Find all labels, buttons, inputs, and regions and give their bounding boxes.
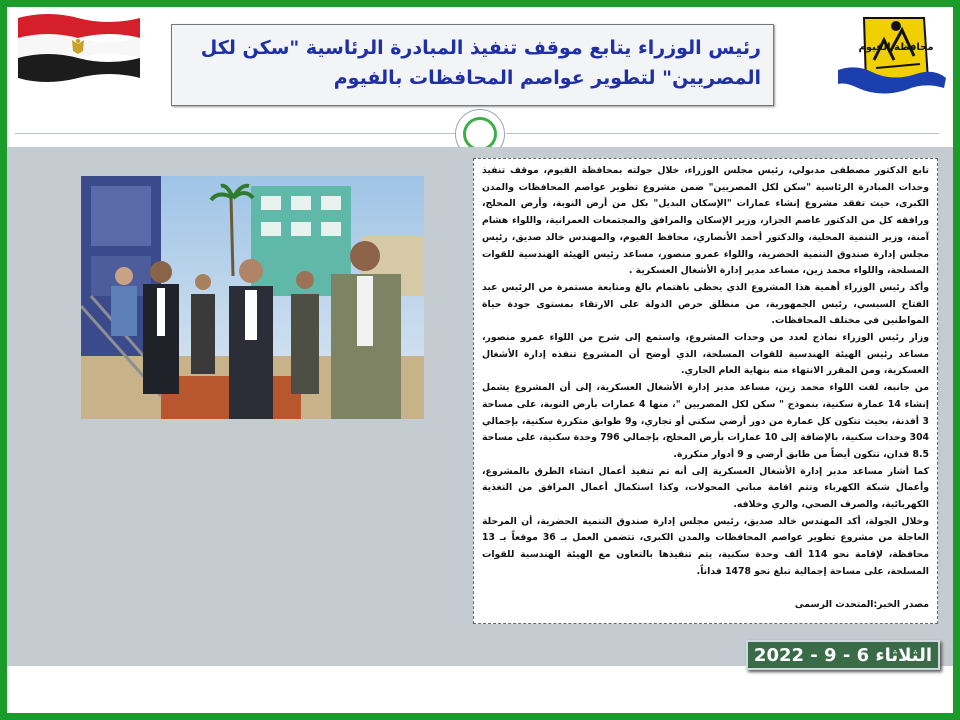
- logo-text: محافظة الفيوم: [858, 42, 934, 53]
- news-source: مصدر الخبر:المتحدث الرسمى: [794, 599, 929, 610]
- divider-line: [15, 133, 456, 134]
- article-paragraph: تابع الدكتور مصطفى مدبولي، رئيس مجلس الوزراء، خلال جولته بمحافظة الفيوم، موقف تنفيذ وحدات المبادرة الرئاسية "سكن لكل المصريين" ضمن مشروع تطوير عواصم المحافظات والمدن الكبرى، حيث تفقد مشروع إنشاء عمارات "الإسكان البديل" بكل من أرض النوبة، وأرض المحلج، ورافقه كل من الدكتور عاصم الجزار، وزير الإسكان والمرافق والمجتمعات العمرانية، واللواء هشام آمنة، وزير التنمية المحلية، والدكتور أحمد الأنصاري، محافظ الفيوم، والمهندس خالد صديق، رئيس مجلس إدارة صندوق التنمية الحضرية، واللواء عمرو منصور، مساعد رئيس الهيئة الهندسية للقوات المسلحة، واللواء محمد زين، مساعد مدير إدارة الأشغال العسكرية .: [482, 165, 929, 277]
- date-badge: [746, 640, 940, 670]
- article-paragraph: من جانبه، لفت اللواء محمد زين، مساعد مدير إدارة الأشغال العسكرية، إلى أن المشروع يشمل إنشاء 14 عمارة سكنية، بنموذج " سكن لكل المصريين "، منها 4 عمارات بأرض النوبة، على مساحة 3 أفدنة، بحيث تتكون كل عمارة من دور أرضي سكني أو تجاري، و9 طوابق متكررة سكنية، بإجمالي 304 وحدات سكنية، بالإضافة إلى 10 عمارات بأرض المحلج، بإجمالي 796 وحدة سكنية، على مساحة 8.5 فدان، تتكون أيضاً من طابق أرضي و 9 أدوار متكررة.: [482, 382, 930, 460]
- article-body: [482, 163, 929, 581]
- article-paragraph: وأكد رئيس الوزراء أهمية هذا المشروع الذي يحظى باهتمام بالغ ومتابعة مستمرة من الرئيس عبد الفتاح السيسي، رئيس الجمهورية، من منطلق حرص الدولة على الارتقاء بمستوى جودة حياة المواطنين في مختلف المحافظات.: [482, 281, 929, 327]
- footer-band: [7, 666, 953, 706]
- article-paragraph: وخلال الجولة، أكد المهندس خالد صديق، رئيس مجلس إدارة صندوق التنمية الحضرية، أن المرحلة العاجلة من مشروع تطوير عواصم المحافظات والمدن الكبرى، تتضمن العمل بـ 36 موقعاً بـ 13 محافظة، لإقامة نحو 114 ألف وحدة سكنية، يتم تنفيذها بالتعاون مع الهيئة الهندسية للقوات المسلحة، على مساحة إجمالية تبلغ نحو 1478 فداناً.: [482, 515, 929, 577]
- headline: رئيس الوزراء يتابع موقف تنفيذ المبادرة الرئاسية "سكن لكل المصريين" لتطوير عواصم المحافظات بالفيوم: [200, 37, 761, 89]
- article-paragraph: وزار رئيس الوزراء نماذج لعدد من وحدات المشروع، واستمع إلى شرح من اللواء عمرو منصور، مساعد رئيس الهيئة الهندسية للقوات المسلحة، الذي أوضح أن المشروع تنفذه إدارة الأشغال العسكرية، ومن المقرر الانتهاء منه بنهاية العام الجاري.: [482, 332, 929, 377]
- fayoum-governorate-logo: [836, 12, 948, 102]
- headline-box: [171, 24, 774, 106]
- egypt-flag-icon: [14, 10, 144, 84]
- date-text: الثلاثاء 6 - 9 - 2022: [753, 645, 933, 666]
- article-box: [473, 158, 938, 624]
- article-paragraph: كما أشار مساعد مدير إدارة الأشغال العسكرية إلى أنه تم تنفيذ أعمال انشاء الطرق بالمشروع، وأعمال شبكة الكهرباء وتتم اقامة مباني المحولات، وكذا استكمال أعمال المرافق من التغذية الكهربائية، والصرف الصحي، والري وخلافه.: [482, 465, 929, 511]
- news-photo: [81, 176, 424, 419]
- divider-ornament-ring: [463, 117, 497, 151]
- divider-line: [506, 133, 939, 134]
